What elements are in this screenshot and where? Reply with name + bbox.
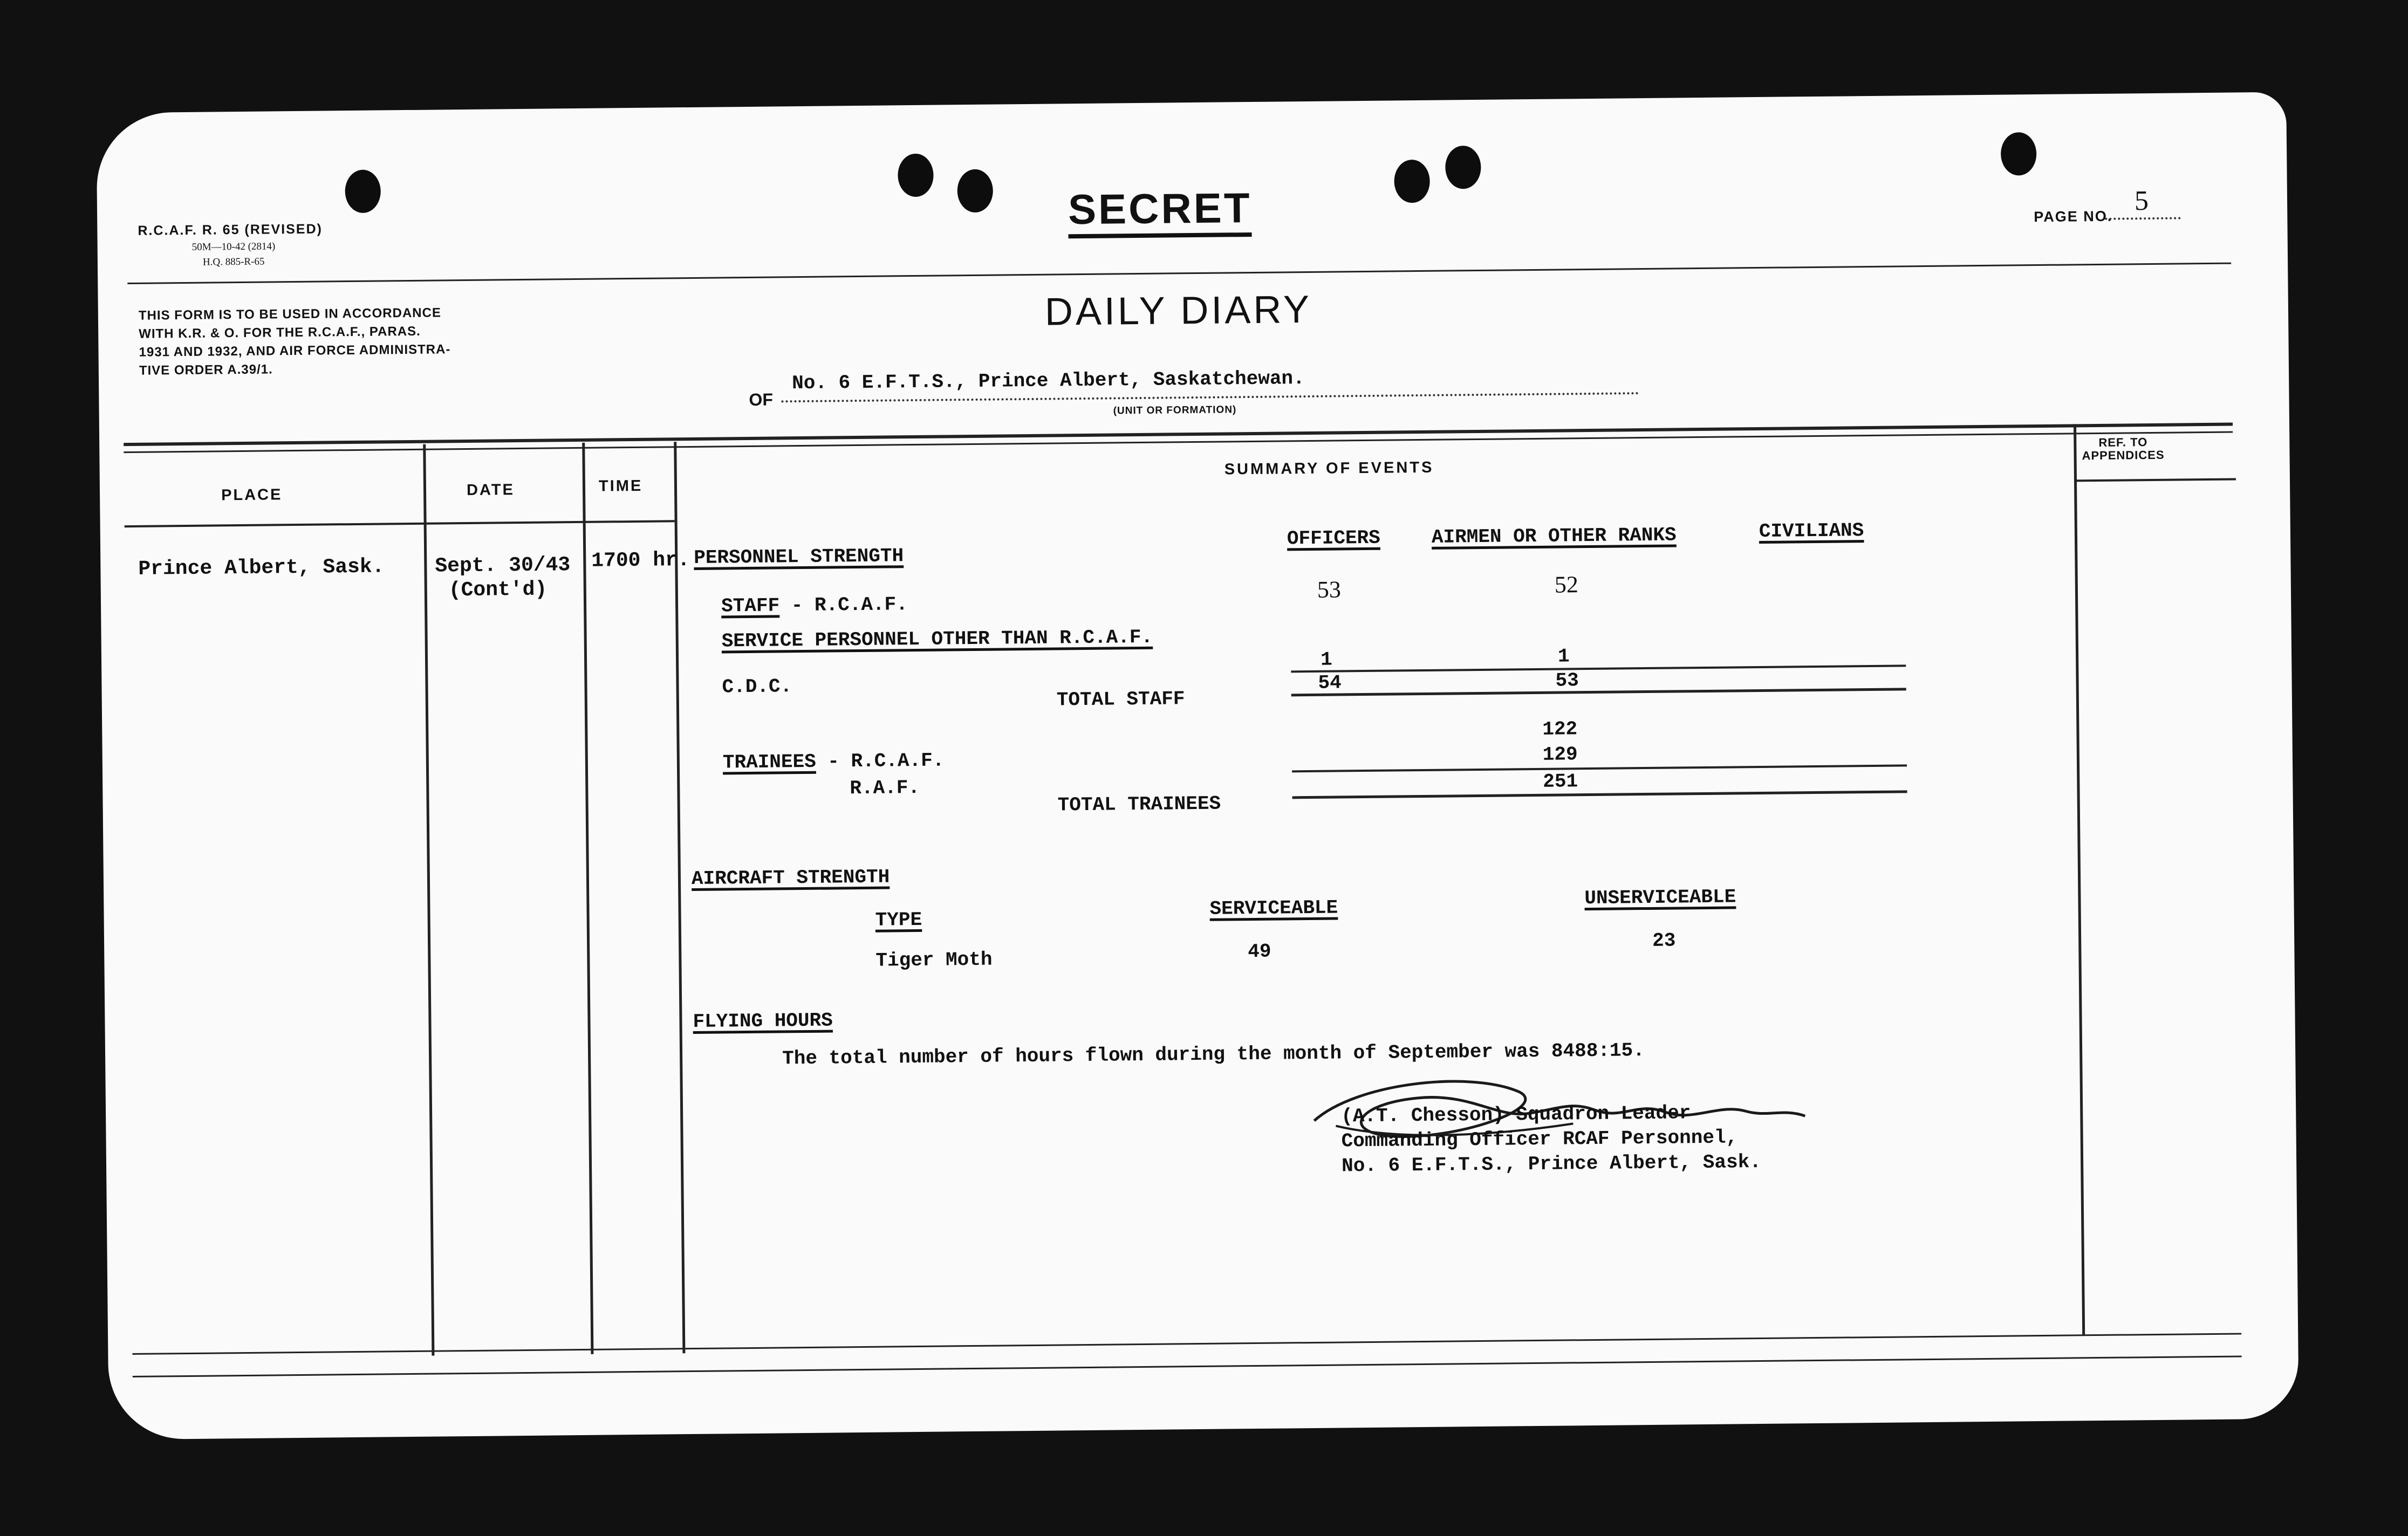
signature-title: Commanding Officer RCAF Personnel, — [1341, 1126, 1738, 1153]
punch-hole — [2001, 132, 2037, 176]
form-instructions: THIS FORM IS TO BE USED IN ACCORDANCE WITH K.R. & O. FOR THE R.C.A.F., PARAS. 1931 AND 1932, AND AIR FORCE ADMINISTRA- TIVE ORDER A.39/1. — [138, 305, 451, 378]
aircraft-serviceable: 49 — [1248, 940, 1271, 963]
cdc-label: C.D.C. — [722, 675, 792, 698]
punch-hole — [1445, 146, 1481, 189]
column-divider — [582, 443, 593, 1354]
signature-block — [1341, 1100, 1761, 1178]
subtotal-rule — [1291, 664, 1906, 673]
flying-hours-text: The total number of hours flown during the month of September was 8488:15. — [782, 1039, 1645, 1070]
staff-officers: 53 — [1317, 576, 1342, 603]
aircraft-col-unserviceable: UNSERVICEABLE — [1584, 886, 1736, 910]
page-number: 5 — [2134, 186, 2149, 217]
punch-hole — [1394, 160, 1430, 203]
page-number-field — [2105, 186, 2181, 220]
punch-hole — [957, 169, 993, 213]
entry-place: Prince Albert, Sask. — [138, 555, 385, 581]
trainees-rcaf-label: - R.C.A.F. — [827, 749, 945, 773]
aircraft-type: Tiger Moth — [875, 948, 993, 972]
punch-hole — [898, 154, 934, 197]
staff-row — [721, 593, 908, 617]
column-header-rule — [125, 520, 675, 527]
aircraft-col-type: TYPE — [875, 908, 922, 931]
unit-field — [781, 360, 1639, 402]
diary-form — [96, 92, 2298, 1440]
flying-heading: FLYING HOURS — [693, 1009, 833, 1033]
form-title: DAILY DIARY — [1044, 287, 1312, 334]
ref-header-rule — [2074, 478, 2236, 482]
col-civilians: CIVILIANS — [1759, 519, 1864, 543]
cdc-airmen: 1 — [1557, 645, 1570, 668]
unit-caption: (UNIT OR FORMATION) — [1113, 404, 1237, 417]
total-staff-rule — [1291, 688, 1906, 696]
staff-airmen: 52 — [1554, 571, 1579, 598]
punch-hole — [345, 169, 381, 213]
total-staff-officers: 54 — [1318, 671, 1342, 694]
personnel-heading: PERSONNEL STRENGTH — [694, 545, 904, 569]
classification-stamp: SECRET — [1068, 183, 1252, 238]
entry-date: Sept. 30/43 — [435, 553, 571, 578]
service-personnel-label: SERVICE PERSONNEL OTHER THAN R.C.A.F. — [721, 626, 1153, 653]
column-divider — [674, 442, 685, 1353]
signature-unit: No. 6 E.F.T.S., Prince Albert, Sask. — [1341, 1151, 1762, 1177]
header-rule — [127, 263, 2231, 284]
column-divider — [423, 444, 434, 1356]
aircraft-unserviceable: 23 — [1652, 929, 1676, 952]
column-header-ref: REF. TO APPENDICES — [2082, 435, 2165, 463]
trainees-subtotal-rule — [1292, 764, 1907, 772]
form-id: R.C.A.F. R. 65 (REVISED) — [138, 221, 323, 238]
column-header-place: PLACE — [221, 486, 283, 504]
trainees-label: TRAINEES — [722, 750, 816, 774]
entry-time: 1700 hr. — [591, 548, 690, 573]
col-officers: OFFICERS — [1287, 526, 1380, 550]
cdc-officers: 1 — [1320, 648, 1332, 671]
trainees-raf-airmen: 129 — [1542, 743, 1578, 766]
form-print-code: 50M—10-42 (2814) — [191, 241, 276, 253]
column-header-summary: SUMMARY OF EVENTS — [1224, 458, 1434, 478]
trainees-raf-label: R.A.F. — [850, 776, 920, 800]
aircraft-heading: AIRCRAFT STRENGTH — [691, 866, 890, 890]
column-header-date: DATE — [466, 481, 515, 499]
total-trainees-rule — [1292, 790, 1907, 799]
col-airmen: AIRMEN OR OTHER RANKS — [1431, 524, 1677, 548]
total-staff-airmen: 53 — [1555, 669, 1579, 692]
trainees-rcaf-row — [723, 750, 945, 774]
staff-label: STAFF — [721, 594, 780, 618]
entry-date-note: (Cont'd) — [448, 578, 548, 602]
signature-name: (A.T. Chesson) Squadron Leader — [1341, 1102, 1691, 1128]
total-trainees-airmen: 251 — [1543, 770, 1578, 793]
unit-value: No. 6 E.F.T.S., Prince Albert, Saskatchewan. — [791, 367, 1305, 395]
column-divider — [2074, 424, 2085, 1335]
column-header-time: TIME — [598, 477, 643, 495]
unit-of-label: OF — [749, 389, 774, 409]
staff-suffix: - R.C.A.F. — [791, 593, 908, 617]
form-hq: H.Q. 885-R-65 — [202, 256, 265, 268]
aircraft-col-serviceable: SERVICEABLE — [1209, 896, 1338, 920]
page-number-label: PAGE NO. — [2034, 208, 2113, 225]
trainees-rcaf-airmen: 122 — [1542, 718, 1578, 740]
total-trainees-label: TOTAL TRAINEES — [1057, 792, 1221, 817]
total-staff-label: TOTAL STAFF — [1056, 688, 1185, 711]
table-bottom-rule — [132, 1333, 2241, 1355]
table-bottom-rule-2 — [133, 1355, 2242, 1377]
